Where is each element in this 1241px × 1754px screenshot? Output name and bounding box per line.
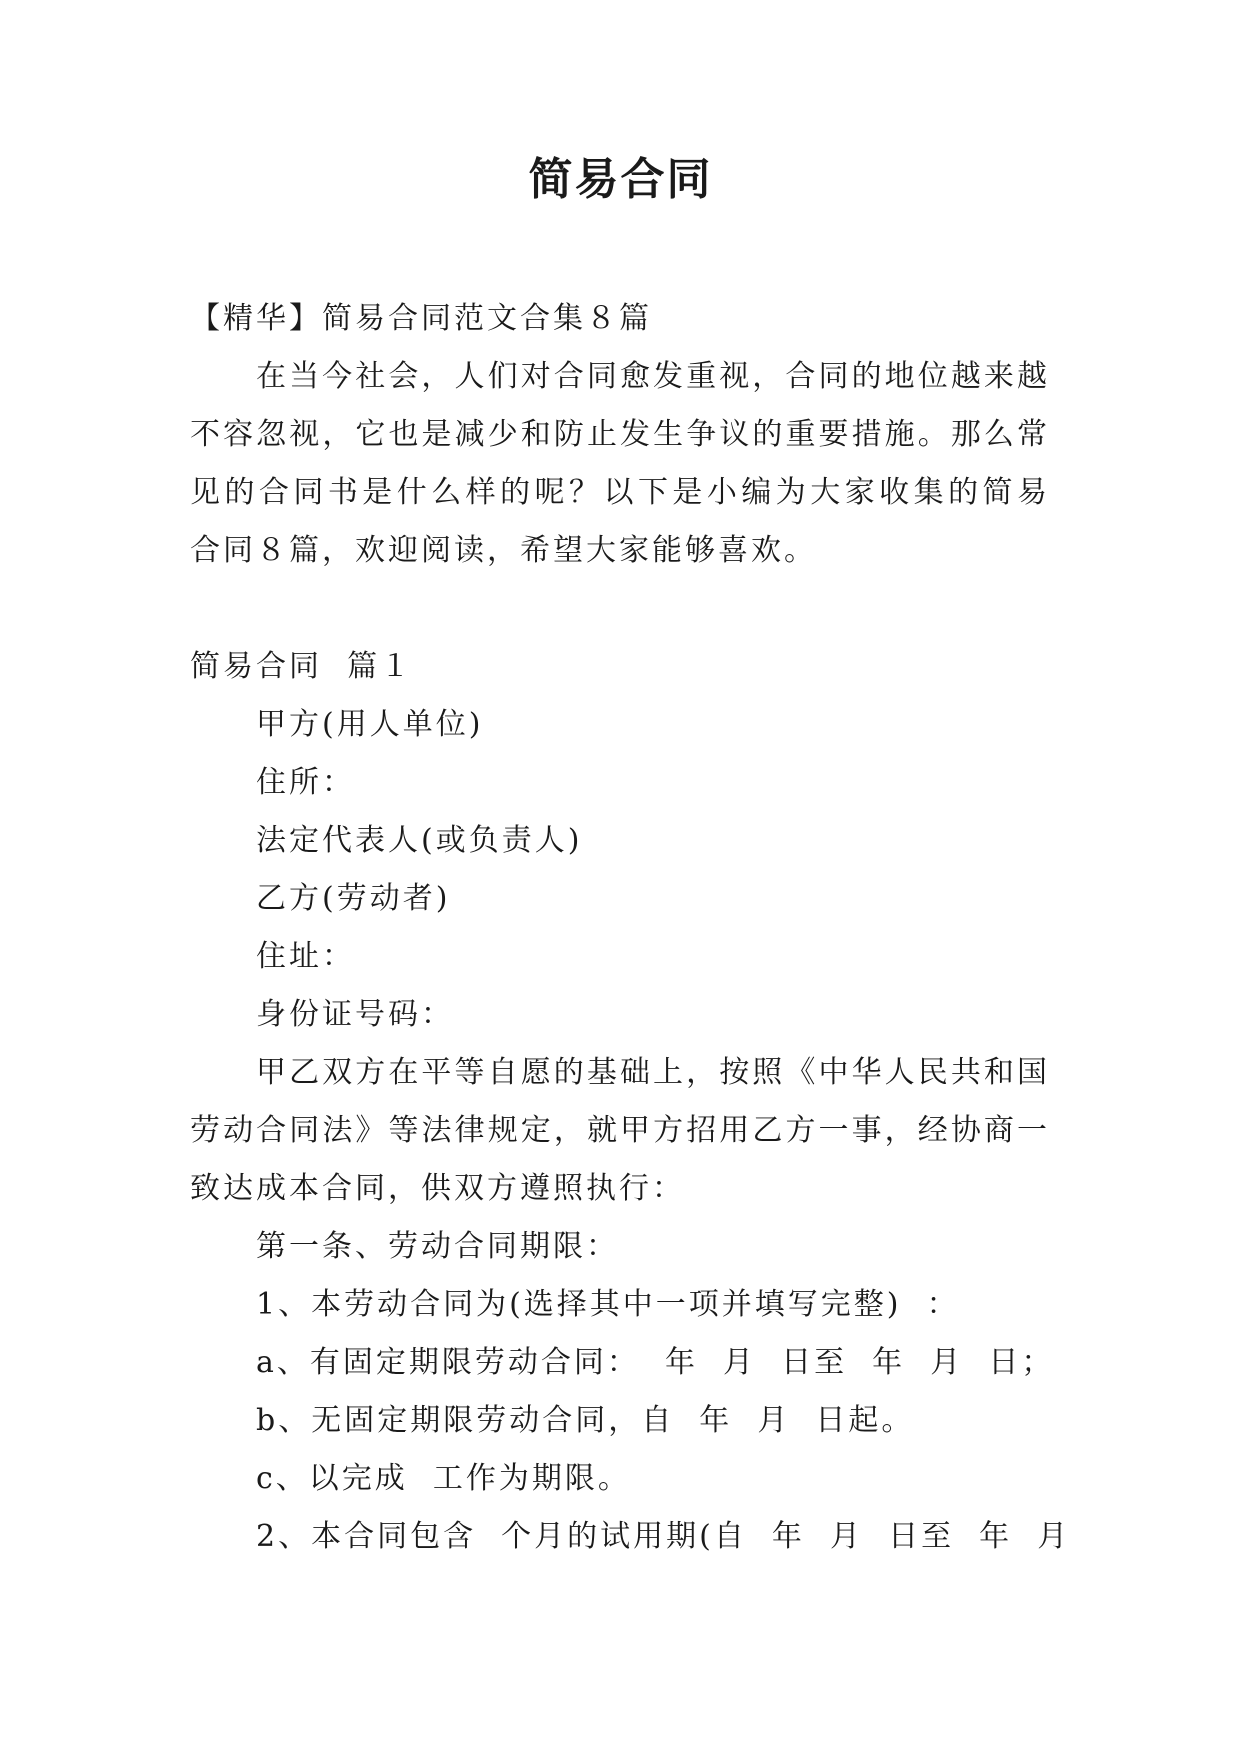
paragraph-gap [190,580,1050,638]
article-1-item-a: a、有固定期限劳动合同： 年 月 日至 年 月 日； [256,1345,1055,1380]
party-b-field: 乙方(劳动者) [256,881,451,916]
subtitle: 【精华】简易合同范文合集８篇 [190,301,652,336]
address-b-field: 住址： [256,939,355,974]
preamble-line-3: 致达成本合同，供双方遵照执行： [190,1171,685,1206]
address-a-field: 住所： [256,765,355,800]
legal-rep-field: 法定代表人(或负责人) [256,823,583,858]
article-1-item-1: 1、本劳动合同为(选择其中一项并填写完整) ： [256,1287,960,1322]
article-1-heading: 第一条、劳动合同期限： [256,1229,619,1264]
article-1-item-b: b、无固定期限劳动合同，自 年 月 日起。 [256,1403,915,1438]
preamble-line-1: 甲乙双方在平等自愿的基础上，按照《中华人民共和国 [256,1055,1050,1090]
section-heading: 简易合同 篇１ [190,649,414,684]
article-1-item-c: c、以完成 工作为期限。 [256,1461,631,1496]
document-body [190,290,1071,1566]
preamble-line-2: 劳动合同法》等法律规定，就甲方招用乙方一事，经协商一 [190,1113,1050,1148]
page-title: 简易合同 [528,154,713,205]
intro-line-1: 在当今社会，人们对合同愈发重视，合同的地位越来越 [256,359,1050,394]
intro-line-4: 合同８篇，欢迎阅读，希望大家能够喜欢。 [190,533,817,568]
article-1-item-2: 2、本合同包含 个月的试用期(自 年 月 日至 年 月 [256,1519,1071,1554]
party-a-field: 甲方(用人单位) [256,707,484,742]
intro-line-2: 不容忽视，它也是减少和防止发生争议的重要措施。那么常 [190,417,1050,452]
id-number-field: 身份证号码： [256,997,454,1032]
intro-line-3: 见的合同书是什么样的呢？以下是小编为大家收集的简易 [190,475,1050,510]
